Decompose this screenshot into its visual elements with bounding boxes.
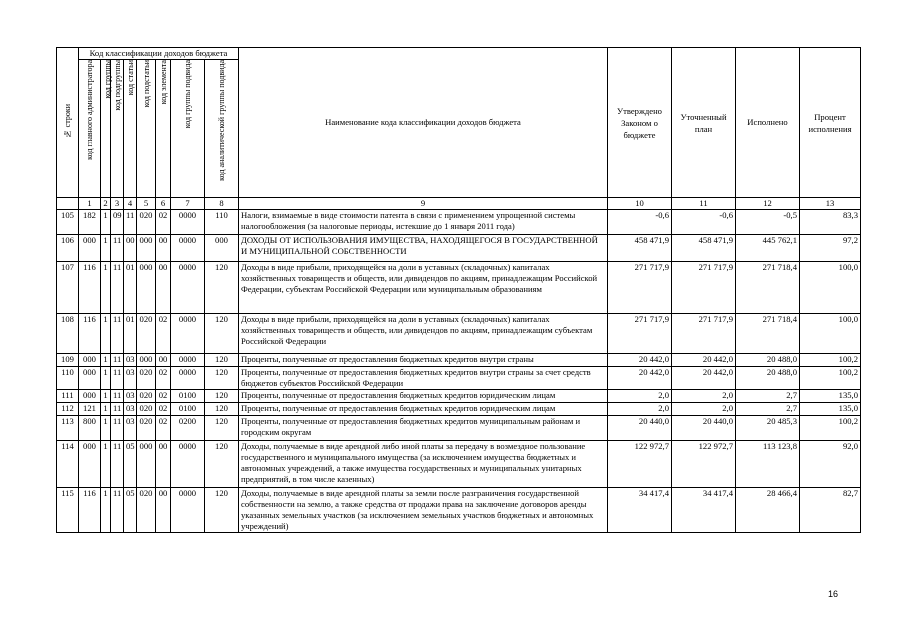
table-row — [57, 235, 861, 262]
header-refined: Уточненный план — [672, 48, 736, 198]
code-analytic-group: 120 — [205, 390, 239, 403]
income-name: Доходы в виде прибыли, приходящейся на доли в уставных (складочных) капиталах хозяйственных товариществ и обществ, или дивидендов по акциям, принадлежащим субъектам Российской Федерации — [239, 314, 608, 354]
code-subtype-group: 0000 — [171, 367, 205, 390]
code-element: 02 — [156, 416, 171, 441]
executed-amount: 20 488,0 — [736, 354, 800, 367]
refined-amount: 20 442,0 — [672, 354, 736, 367]
code-group: 1 — [101, 390, 111, 403]
header-code-admin: код главного администратора — [79, 60, 101, 198]
code-element: 00 — [156, 235, 171, 262]
code-subarticle: 000 — [137, 262, 156, 314]
table-row — [57, 416, 861, 441]
column-number-row — [57, 198, 861, 210]
refined-amount: 271 717,9 — [672, 262, 736, 314]
code-subgroup: 11 — [111, 441, 124, 488]
approved-amount: 458 471,9 — [608, 235, 672, 262]
table-row — [57, 367, 861, 390]
executed-amount: 113 123,8 — [736, 441, 800, 488]
code-group: 1 — [101, 367, 111, 390]
code-admin: 116 — [79, 488, 101, 533]
code-group: 1 — [101, 262, 111, 314]
code-subarticle: 000 — [137, 235, 156, 262]
code-subarticle: 020 — [137, 488, 156, 533]
refined-amount: 20 442,0 — [672, 367, 736, 390]
approved-amount: 34 417,4 — [608, 488, 672, 533]
execution-percent: 97,2 — [800, 235, 861, 262]
header-row-number: № строки — [57, 48, 79, 198]
income-name: Проценты, полученные от предоставления бюджетных кредитов внутри страны — [239, 354, 608, 367]
code-subtype-group: 0000 — [171, 441, 205, 488]
header-executed: Исполнено — [736, 48, 800, 198]
code-subtype-group: 0000 — [171, 354, 205, 367]
code-group: 1 — [101, 314, 111, 354]
row-number: 111 — [57, 390, 79, 403]
code-group: 1 — [101, 441, 111, 488]
code-admin: 121 — [79, 403, 101, 416]
code-analytic-group: 120 — [205, 262, 239, 314]
execution-percent: 92,0 — [800, 441, 861, 488]
code-subtype-group: 0000 — [171, 314, 205, 354]
refined-amount: 20 440,0 — [672, 416, 736, 441]
header-code-subgroup: код подгруппы — [111, 60, 124, 198]
header-code-subtype-group: код группы подвида — [171, 60, 205, 198]
executed-amount: 445 762,1 — [736, 235, 800, 262]
approved-amount: 20 442,0 — [608, 354, 672, 367]
code-article: 03 — [124, 354, 137, 367]
approved-amount: -0,6 — [608, 210, 672, 235]
code-group: 1 — [101, 210, 111, 235]
code-element: 00 — [156, 262, 171, 314]
execution-percent: 135,0 — [800, 403, 861, 416]
code-subarticle: 020 — [137, 367, 156, 390]
code-subarticle: 000 — [137, 354, 156, 367]
code-subgroup: 11 — [111, 354, 124, 367]
code-article: 03 — [124, 390, 137, 403]
code-admin: 000 — [79, 367, 101, 390]
row-number: 114 — [57, 441, 79, 488]
row-number: 107 — [57, 262, 79, 314]
code-subgroup: 11 — [111, 403, 124, 416]
row-number: 113 — [57, 416, 79, 441]
code-subgroup: 11 — [111, 235, 124, 262]
code-admin: 182 — [79, 210, 101, 235]
income-name: Проценты, полученные от предоставления бюджетных кредитов муниципальным районам и городским округам — [239, 416, 608, 441]
code-article: 05 — [124, 488, 137, 533]
code-element: 00 — [156, 441, 171, 488]
header-group-row — [57, 48, 861, 60]
code-subtype-group: 0000 — [171, 210, 205, 235]
header-percent: Процент исполнения — [800, 48, 861, 198]
column-number: 11 — [672, 198, 736, 210]
header-code-article: код статьи — [124, 60, 137, 198]
code-group: 1 — [101, 354, 111, 367]
execution-percent: 83,3 — [800, 210, 861, 235]
refined-amount: 122 972,7 — [672, 441, 736, 488]
execution-percent: 100,2 — [800, 354, 861, 367]
header-code-analytic-group: код аналитической группы подвида — [205, 60, 239, 198]
income-name: Проценты, полученные от предоставления бюджетных кредитов внутри страны за счет средств бюджетов субъектов Российской Федерации — [239, 367, 608, 390]
code-subgroup: 11 — [111, 488, 124, 533]
executed-amount: 271 718,4 — [736, 314, 800, 354]
code-subgroup: 11 — [111, 314, 124, 354]
executed-amount: -0,5 — [736, 210, 800, 235]
table-row — [57, 210, 861, 235]
table-row — [57, 403, 861, 416]
code-subarticle: 020 — [137, 210, 156, 235]
header-approved: Утверждено Законом о бюджете — [608, 48, 672, 198]
code-subtype-group: 0200 — [171, 416, 205, 441]
refined-amount: 458 471,9 — [672, 235, 736, 262]
code-article: 01 — [124, 314, 137, 354]
column-number: 7 — [171, 198, 205, 210]
code-analytic-group: 120 — [205, 367, 239, 390]
header-code-subarticle: код подстатьи — [137, 60, 156, 198]
income-name: Проценты, полученные от предоставления бюджетных кредитов юридическим лицам — [239, 390, 608, 403]
refined-amount: 2,0 — [672, 390, 736, 403]
refined-amount: 34 417,4 — [672, 488, 736, 533]
income-name: Налоги, взимаемые в виде стоимости патента в связи с применением упрощенной системы налогообложения (за налоговые периоды, истекшие до 1 января 2011 года) — [239, 210, 608, 235]
code-subtype-group: 0000 — [171, 488, 205, 533]
income-name: Доходы в виде прибыли, приходящейся на доли в уставных (складочных) капиталах хозяйственных товариществ и обществ, или дивидендов по акциям, принадлежащим Российской Федерации, субъектам Российской Федерации или муниципальным образованиям — [239, 262, 608, 314]
code-subtype-group: 0100 — [171, 390, 205, 403]
column-number: 4 — [124, 198, 137, 210]
code-admin: 116 — [79, 262, 101, 314]
code-subarticle: 020 — [137, 390, 156, 403]
code-subarticle: 020 — [137, 416, 156, 441]
refined-amount: -0,6 — [672, 210, 736, 235]
code-subgroup: 11 — [111, 367, 124, 390]
code-article: 03 — [124, 403, 137, 416]
execution-percent: 100,0 — [800, 314, 861, 354]
executed-amount: 271 718,4 — [736, 262, 800, 314]
approved-amount: 271 717,9 — [608, 314, 672, 354]
approved-amount: 122 972,7 — [608, 441, 672, 488]
approved-amount: 2,0 — [608, 390, 672, 403]
code-group: 1 — [101, 403, 111, 416]
code-subgroup: 09 — [111, 210, 124, 235]
code-element: 02 — [156, 390, 171, 403]
row-number: 110 — [57, 367, 79, 390]
income-name: Доходы, получаемые в виде арендной платы за земли после разграничения государственной собственности на землю, а также средства от продажи права на заключение договоров аренды указанных земельных участков (за исключением земельных участков бюджетных и автономных учреждений) — [239, 488, 608, 533]
code-element: 00 — [156, 354, 171, 367]
table-body — [57, 210, 861, 533]
code-article: 00 — [124, 235, 137, 262]
refined-amount: 2,0 — [672, 403, 736, 416]
code-group: 1 — [101, 235, 111, 262]
code-admin: 116 — [79, 314, 101, 354]
executed-amount: 20 488,0 — [736, 367, 800, 390]
executed-amount: 28 466,4 — [736, 488, 800, 533]
code-admin: 000 — [79, 235, 101, 262]
approved-amount: 2,0 — [608, 403, 672, 416]
row-number: 109 — [57, 354, 79, 367]
income-name: Проценты, полученные от предоставления бюджетных кредитов юридическим лицам — [239, 403, 608, 416]
code-analytic-group: 120 — [205, 441, 239, 488]
refined-amount: 271 717,9 — [672, 314, 736, 354]
column-number: 13 — [800, 198, 861, 210]
code-analytic-group: 120 — [205, 354, 239, 367]
executed-amount: 20 485,3 — [736, 416, 800, 441]
budget-revenue-table — [56, 47, 861, 533]
income-name: Доходы, получаемые в виде арендной либо иной платы за передачу в возмездное пользование государственного и муниципального имущества (за исключением имущества бюджетных и автономных учреждений, а также имущества государственных и муниципальных унитарных предприятий, в том числе казенных) — [239, 441, 608, 488]
column-number: 5 — [137, 198, 156, 210]
header-name: Наименование кода классификации доходов бюджета — [239, 48, 608, 198]
execution-percent: 82,7 — [800, 488, 861, 533]
row-number: 105 — [57, 210, 79, 235]
column-number: 6 — [156, 198, 171, 210]
code-element: 02 — [156, 403, 171, 416]
code-element: 02 — [156, 367, 171, 390]
code-analytic-group: 120 — [205, 416, 239, 441]
approved-amount: 271 717,9 — [608, 262, 672, 314]
table-row — [57, 441, 861, 488]
code-analytic-group: 000 — [205, 235, 239, 262]
code-analytic-group: 120 — [205, 403, 239, 416]
code-subarticle: 020 — [137, 314, 156, 354]
code-analytic-group: 110 — [205, 210, 239, 235]
table-row — [57, 390, 861, 403]
code-subtype-group: 0000 — [171, 262, 205, 314]
table-row — [57, 488, 861, 533]
page-number: 16 — [828, 589, 839, 599]
table-row — [57, 314, 861, 354]
code-subarticle: 020 — [137, 403, 156, 416]
code-subgroup: 11 — [111, 262, 124, 314]
column-number: 10 — [608, 198, 672, 210]
column-number: 8 — [205, 198, 239, 210]
code-article: 05 — [124, 441, 137, 488]
code-analytic-group: 120 — [205, 314, 239, 354]
code-article: 01 — [124, 262, 137, 314]
execution-percent: 100,0 — [800, 262, 861, 314]
code-admin: 000 — [79, 441, 101, 488]
code-admin: 800 — [79, 416, 101, 441]
execution-percent: 100,2 — [800, 416, 861, 441]
code-article: 03 — [124, 367, 137, 390]
code-subgroup: 11 — [111, 416, 124, 441]
approved-amount: 20 440,0 — [608, 416, 672, 441]
column-number: 9 — [239, 198, 608, 210]
executed-amount: 2,7 — [736, 390, 800, 403]
code-article: 03 — [124, 416, 137, 441]
header-code-element: код элемента — [156, 60, 171, 198]
column-number: 12 — [736, 198, 800, 210]
code-element: 02 — [156, 314, 171, 354]
executed-amount: 2,7 — [736, 403, 800, 416]
code-admin: 000 — [79, 390, 101, 403]
header-code-group: код группы — [101, 60, 111, 198]
execution-percent: 100,2 — [800, 367, 861, 390]
code-group: 1 — [101, 416, 111, 441]
code-subtype-group: 0100 — [171, 403, 205, 416]
code-group: 1 — [101, 488, 111, 533]
code-analytic-group: 120 — [205, 488, 239, 533]
code-subarticle: 000 — [137, 441, 156, 488]
code-article: 11 — [124, 210, 137, 235]
approved-amount: 20 442,0 — [608, 367, 672, 390]
row-number: 115 — [57, 488, 79, 533]
execution-percent: 135,0 — [800, 390, 861, 403]
code-subgroup: 11 — [111, 390, 124, 403]
column-number: 1 — [79, 198, 101, 210]
code-admin: 000 — [79, 354, 101, 367]
table-row — [57, 262, 861, 314]
code-element: 02 — [156, 210, 171, 235]
column-number: 3 — [111, 198, 124, 210]
code-element: 00 — [156, 488, 171, 533]
row-number: 108 — [57, 314, 79, 354]
column-number: 2 — [101, 198, 111, 210]
row-number: 106 — [57, 235, 79, 262]
income-name: ДОХОДЫ ОТ ИСПОЛЬЗОВАНИЯ ИМУЩЕСТВА, НАХОДЯЩЕГОСЯ В ГОСУДАРСТВЕННОЙ И МУНИЦИПАЛЬНОЙ СОБСТВЕННОСТИ — [239, 235, 608, 262]
row-number: 112 — [57, 403, 79, 416]
table-row — [57, 354, 861, 367]
header-classification-group: Код классификации доходов бюджета — [79, 48, 239, 60]
code-subtype-group: 0000 — [171, 235, 205, 262]
